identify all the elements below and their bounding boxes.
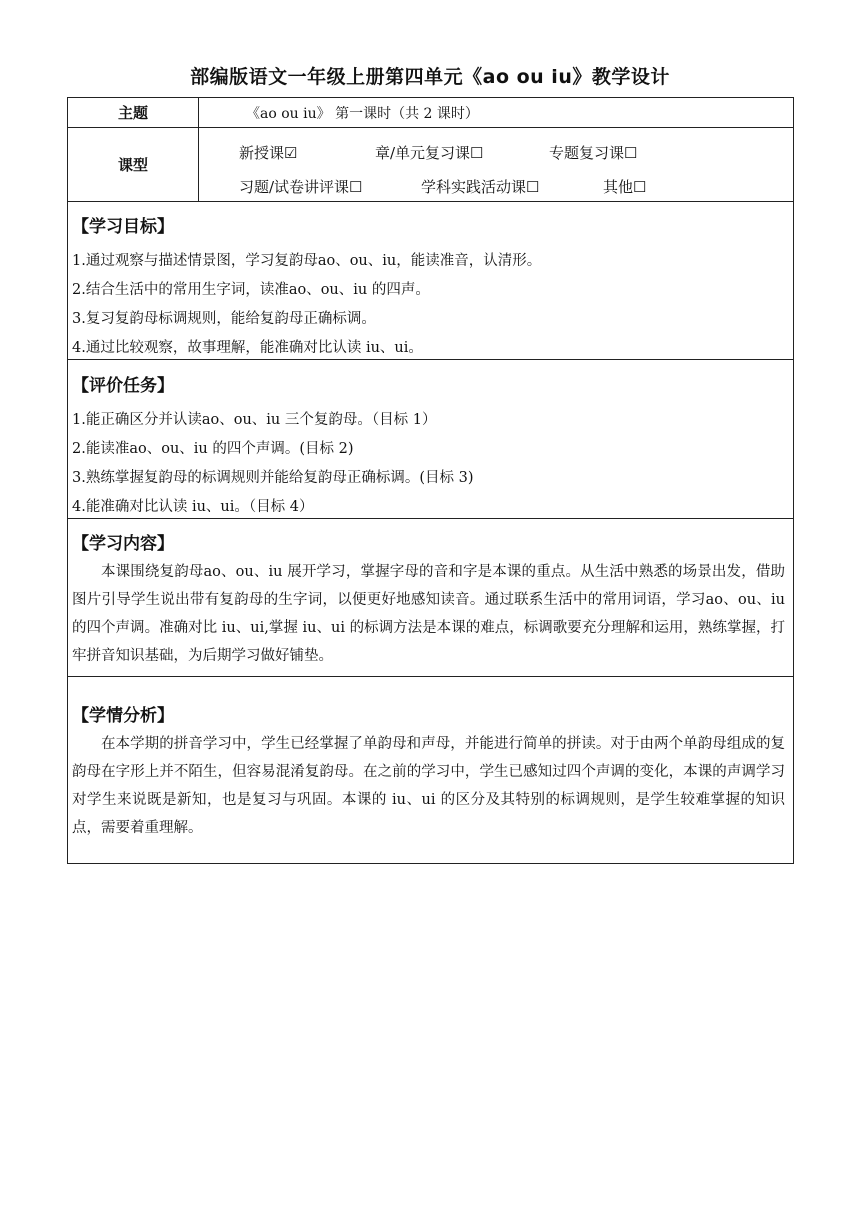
content-section [68, 519, 793, 676]
topic-label: 主题 [68, 98, 199, 127]
assessment-item: 3.熟练掌握复韵母的标调规则并能给复韵母正确标调。(目标 3) [72, 470, 474, 486]
objectives-heading: 【学习目标】 [72, 217, 174, 237]
lesson-type-option-unit-review[interactable]: 章/单元复习课☐ [375, 144, 484, 162]
lesson-type-option-exercise-review[interactable]: 习题/试卷讲评课☐ [239, 178, 363, 196]
assessment-row [68, 360, 793, 519]
objectives-section [68, 202, 793, 359]
objectives-row [68, 202, 793, 360]
analysis-paragraph: 在本学期的拼音学习中，学生已经掌握了单韵母和声母，并能进行简单的拼读。对于由两个单韵母组成的复韵母在字形上并不陌生，但容易混淆复韵母。在之前的学习中，学生已感知过四个声调的变化，本课的声调学习对学生来说既是新知，也是复习与巩固。本课的 iu、ui 的区分及其特别的标调规则，是学生较难掌握的知识点，需要着重理解。 [72, 736, 785, 836]
objective-item: 3.复习复韵母标调规则，能给复韵母正确标调。 [72, 311, 376, 327]
objective-item: 1.通过观察与描述情景图，学习复韵母ao、ou、iu，能读准音，认清形。 [72, 253, 542, 269]
lesson-type-row [68, 128, 793, 202]
content-row [68, 519, 793, 677]
content-heading: 【学习内容】 [72, 534, 174, 554]
topic-row [68, 98, 793, 128]
lesson-type-option-practice[interactable]: 学科实践活动课☐ [421, 178, 540, 196]
lesson-type-option-new[interactable]: 新授课☑ [239, 144, 298, 162]
analysis-section [68, 677, 793, 863]
lesson-plan-table [67, 97, 794, 864]
content-paragraph: 本课围绕复韵母ao、ou、iu 展开学习，掌握字母的音和字是本课的重点。从生活中熟悉的场景出发，借助图片引导学生说出带有复韵母的生字词，以便更好地感知读音。通过联系生活中的常用词语，学习ao、ou、iu 的四个声调。准确对比 iu、ui,掌握 iu、ui 的标调方法是本课的难点，标调歌要充分理解和运用，熟练掌握，打牢拼音知识基础，为后期学习做好铺垫。 [72, 564, 785, 664]
objective-item: 2.结合生活中的常用生字词，读准ao、ou、iu 的四声。 [72, 282, 430, 298]
assessment-item: 1.能正确区分并认读ao、ou、iu 三个复韵母。（目标 1） [72, 412, 437, 428]
assessment-heading: 【评价任务】 [72, 376, 174, 396]
assessment-section [68, 360, 793, 518]
lesson-type-option-other[interactable]: 其他☐ [603, 178, 647, 196]
topic-value: 《ao ou iu》 第一课时（共 2 课时） [246, 105, 479, 122]
objective-item: 4.通过比较观察，故事理解，能准确对比认读 iu、ui。 [72, 340, 423, 356]
analysis-row [68, 677, 793, 863]
lesson-type-option-topic-review[interactable]: 专题复习课☐ [549, 144, 638, 162]
assessment-item: 4.能准确对比认读 iu、ui。（目标 4） [72, 499, 314, 515]
document-title: 部编版语文一年级上册第四单元《ao ou iu》教学设计 [190, 66, 670, 88]
assessment-item: 2.能读准ao、ou、iu 的四个声调。(目标 2) [72, 441, 354, 457]
analysis-heading: 【学情分析】 [72, 706, 174, 726]
lesson-type-label: 课型 [68, 128, 199, 201]
lesson-type-options [199, 128, 793, 201]
